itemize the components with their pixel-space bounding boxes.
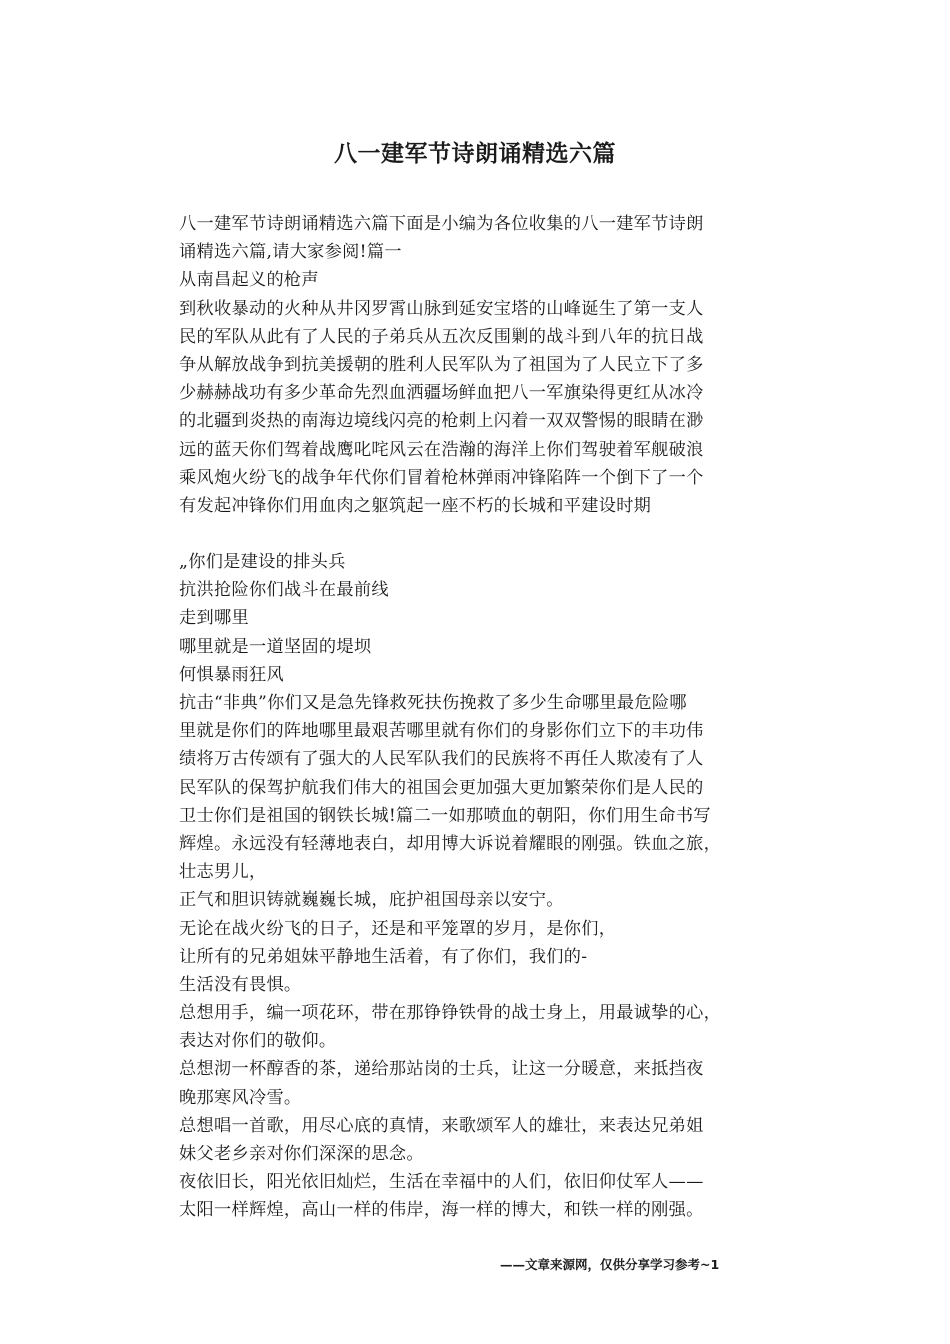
text-line: 争从解放战争到抗美援朝的胜利人民军队为了祖国为了人民立下了多 bbox=[179, 354, 704, 375]
text-line: 何惧暴雨狂风 bbox=[179, 664, 284, 685]
text-line: 乘风炮火纷飞的战争年代你们冒着枪林弹雨冲锋陷阵一个倒下了一个 bbox=[179, 467, 704, 488]
text-line: 表达对你们的敬仰。 bbox=[179, 1031, 337, 1052]
document-title: 八一建军节诗朗诵精选六篇 bbox=[334, 141, 616, 167]
text-line: 里就是你们的阵地哪里最艰苦哪里就有你们的身影你们立下的丰功伟 bbox=[179, 721, 704, 742]
text-line: 抗击“非典”你们又是急先锋救死扶伤挽救了多少生命哪里最危险哪 bbox=[179, 693, 687, 713]
text-line: 从南昌起义的枪声 bbox=[179, 270, 319, 291]
text-line: 壮志男儿， bbox=[179, 862, 267, 883]
text-line: 夜依旧长，阳光依旧灿烂，生活在幸福中的人们，依旧仰仗军人—— bbox=[179, 1172, 704, 1193]
text-line: 辉煌。永远没有轻薄地表白，却用博大诉说着耀眼的刚强。铁血之旅， bbox=[179, 833, 722, 854]
text-line: 抗洪抢险你们战斗在最前线 bbox=[179, 580, 389, 601]
source-footer: ——文章来源网，仅供分享学习参考~1 bbox=[500, 1257, 720, 1272]
text-line: 绩将万古传颂有了强大的人民军队我们的民族将不再任人欺凌有了人 bbox=[179, 749, 704, 770]
text-line: 总想用手，编一项花环，带在那铮铮铁骨的战士身上，用最诚挚的心， bbox=[179, 1003, 722, 1024]
text-line: 诵精选六篇,请大家参阅!篇一 bbox=[179, 242, 402, 263]
text-line: 总想沏一杯醇香的茶，递给那站岗的士兵，让这一分暖意，来抵挡夜 bbox=[179, 1059, 704, 1080]
text-line: 的北疆到炎热的南海边境线闪亮的枪刺上闪着一双双警惕的眼睛在渺 bbox=[179, 411, 704, 432]
document-body bbox=[179, 210, 784, 1225]
text-line: 八一建军节诗朗诵精选六篇下面是小编为各位收集的八一建军节诗朗 bbox=[179, 214, 704, 234]
text-line: 远的蓝天你们驾着战鹰叱咤风云在浩瀚的海洋上你们驾驶着军舰破浪 bbox=[179, 439, 704, 460]
text-line: 妹父老乡亲对你们深深的思念。 bbox=[179, 1144, 424, 1164]
text-line: 卫士你们是祖国的钢铁长城!篇二一如那喷血的朝阳，你们用生命书写 bbox=[179, 805, 711, 826]
text-line: 无论在战火纷飞的日子，还是和平笼罩的岁月，是你们， bbox=[179, 918, 617, 939]
text-line: 民军队的保驾护航我们伟大的祖国会更加强大更加繁荣你们是人民的 bbox=[179, 777, 704, 798]
text-line: 让所有的兄弟姐妹平静地生活着，有了你们，我们的- bbox=[179, 946, 588, 967]
text-line: 生活没有畏惧。 bbox=[179, 974, 302, 995]
text-line: 总想唱一首歌，用尽心底的真情，来歌颂军人的雄壮，来表达兄弟姐 bbox=[179, 1115, 704, 1136]
text-line: 哪里就是一道坚固的堤坝 bbox=[179, 636, 372, 657]
paragraph-1 bbox=[179, 210, 784, 520]
text-line: 民的军队从此有了人民的子弟兵从五次反围剿的战斗到八年的抗日战 bbox=[179, 326, 704, 347]
paragraph-gap bbox=[179, 520, 784, 548]
text-line: „你们是建设的排头兵 bbox=[179, 552, 346, 573]
text-line: 走到哪里 bbox=[179, 608, 249, 629]
text-line: 有发起冲锋你们用血肉之躯筑起一座不朽的长城和平建设时期 bbox=[179, 495, 652, 516]
paragraph-2 bbox=[179, 548, 784, 1225]
text-line: 正气和胆识铸就巍巍长城，庇护祖国母亲以安宁。 bbox=[179, 890, 564, 911]
text-line: 晚那寒风冷雪。 bbox=[179, 1087, 302, 1108]
text-line: 太阳一样辉煌，高山一样的伟岸，海一样的博大，和铁一样的刚强。 bbox=[179, 1200, 704, 1221]
text-line: 少赫赫战功有多少革命先烈血洒疆场鲜血把八一军旗染得更红从冰冷 bbox=[179, 383, 704, 404]
text-line: 到秋收暴动的火种从井冈罗霄山脉到延安宝塔的山峰诞生了第一支人 bbox=[179, 298, 704, 319]
